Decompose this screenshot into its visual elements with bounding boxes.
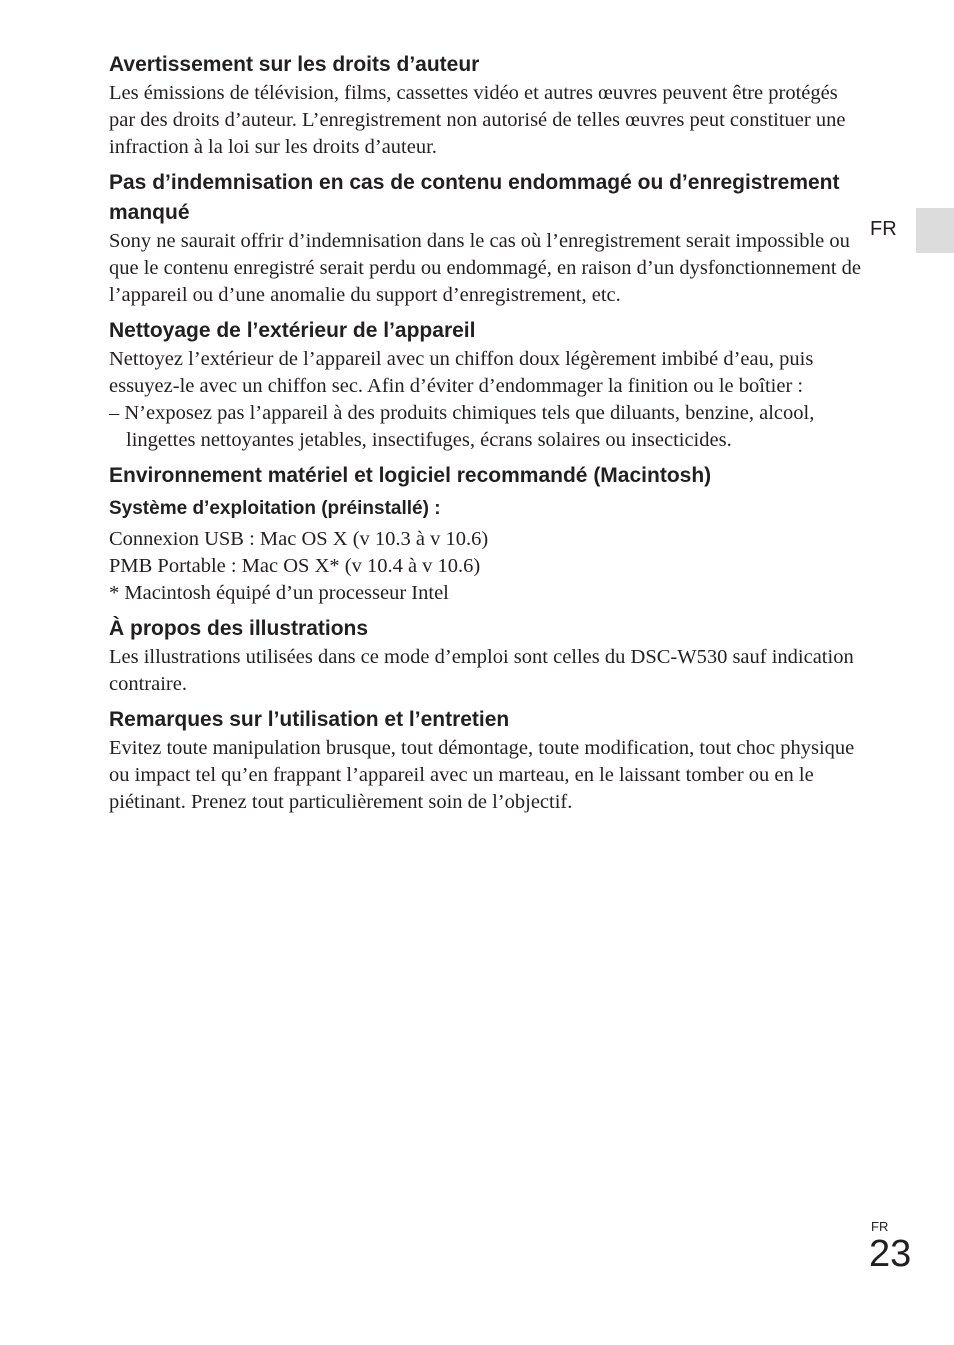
section-body: Les illustrations utilisées dans ce mode d’emploi sont celles du DSC-W530 sauf indication contraire. <box>109 646 854 695</box>
section-heading: Remarques sur l’utilisation et l’entretien <box>109 708 510 731</box>
requirement-line: Connexion USB : Mac OS X (v 10.3 à v 10.6) <box>109 528 489 550</box>
language-tab-label: FR <box>870 218 897 240</box>
section-subheading: Système d’exploitation (préinstallé) : <box>109 498 441 519</box>
section-no-compensation <box>109 168 861 309</box>
requirement-line: PMB Portable : Mac OS X* (v 10.4 à v 10.6) <box>109 555 481 577</box>
section-heading: À propos des illustrations <box>109 617 369 640</box>
page-number: 23 <box>869 1233 912 1275</box>
section-body: Sony ne saurait offrir d’indemnisation dans le cas où l’enregistrement serait impossible ou que le contenu enregistré serait perdu ou endommagé, en raison d’un dysfonctionnement de l’appareil ou d’une anomalie du support d’enregistrement, etc. <box>109 230 861 306</box>
section-heading: Pas d’indemnisation en cas de contenu endommagé ou d’enregistrement manqué <box>109 171 840 224</box>
page-content <box>109 50 861 823</box>
section-illustrations <box>109 614 861 698</box>
os-requirements <box>109 526 861 607</box>
section-cleaning <box>109 316 861 454</box>
section-heading: Nettoyage de l’extérieur de l’appareil <box>109 319 476 342</box>
section-body: Les émissions de télévision, films, cassettes vidéo et autres œuvres peuvent être protégés par des droits d’auteur. L’enregistrement non autorisé de telles œuvres peut constituer une infraction à la loi sur les droits d’auteur. <box>109 82 846 158</box>
requirement-footnote: * Macintosh équipé d’un processeur Intel <box>109 582 449 604</box>
language-tab <box>916 208 954 253</box>
section-heading: Environnement matériel et logiciel recommandé (Macintosh) <box>109 464 712 487</box>
section-copyright <box>109 50 861 161</box>
section-usage-notes <box>109 705 861 816</box>
section-body: Nettoyez l’extérieur de l’appareil avec un chiffon doux légèrement imbibé d’eau, puis essuyez-le avec un chiffon sec. Afin d’éviter d’endommager la finition ou le boîtier : <box>109 348 814 397</box>
footer-language: FR <box>871 1219 889 1234</box>
section-mac-environment <box>109 461 861 607</box>
section-body: Evitez toute manipulation brusque, tout démontage, toute modification, tout choc physique ou impact tel qu’en frappant l’appareil avec un marteau, en le laissant tomber ou en le piétinant. Prenez tout particulièrement soin de l’objectif. <box>109 737 855 813</box>
list-item: – N’exposez pas l’appareil à des produits chimiques tels que diluants, benzine, alcool, lingettes nettoyantes jetables, insectifuges, écrans solaires ou insecticides. <box>109 402 815 451</box>
section-heading: Avertissement sur les droits d’auteur <box>109 53 480 76</box>
